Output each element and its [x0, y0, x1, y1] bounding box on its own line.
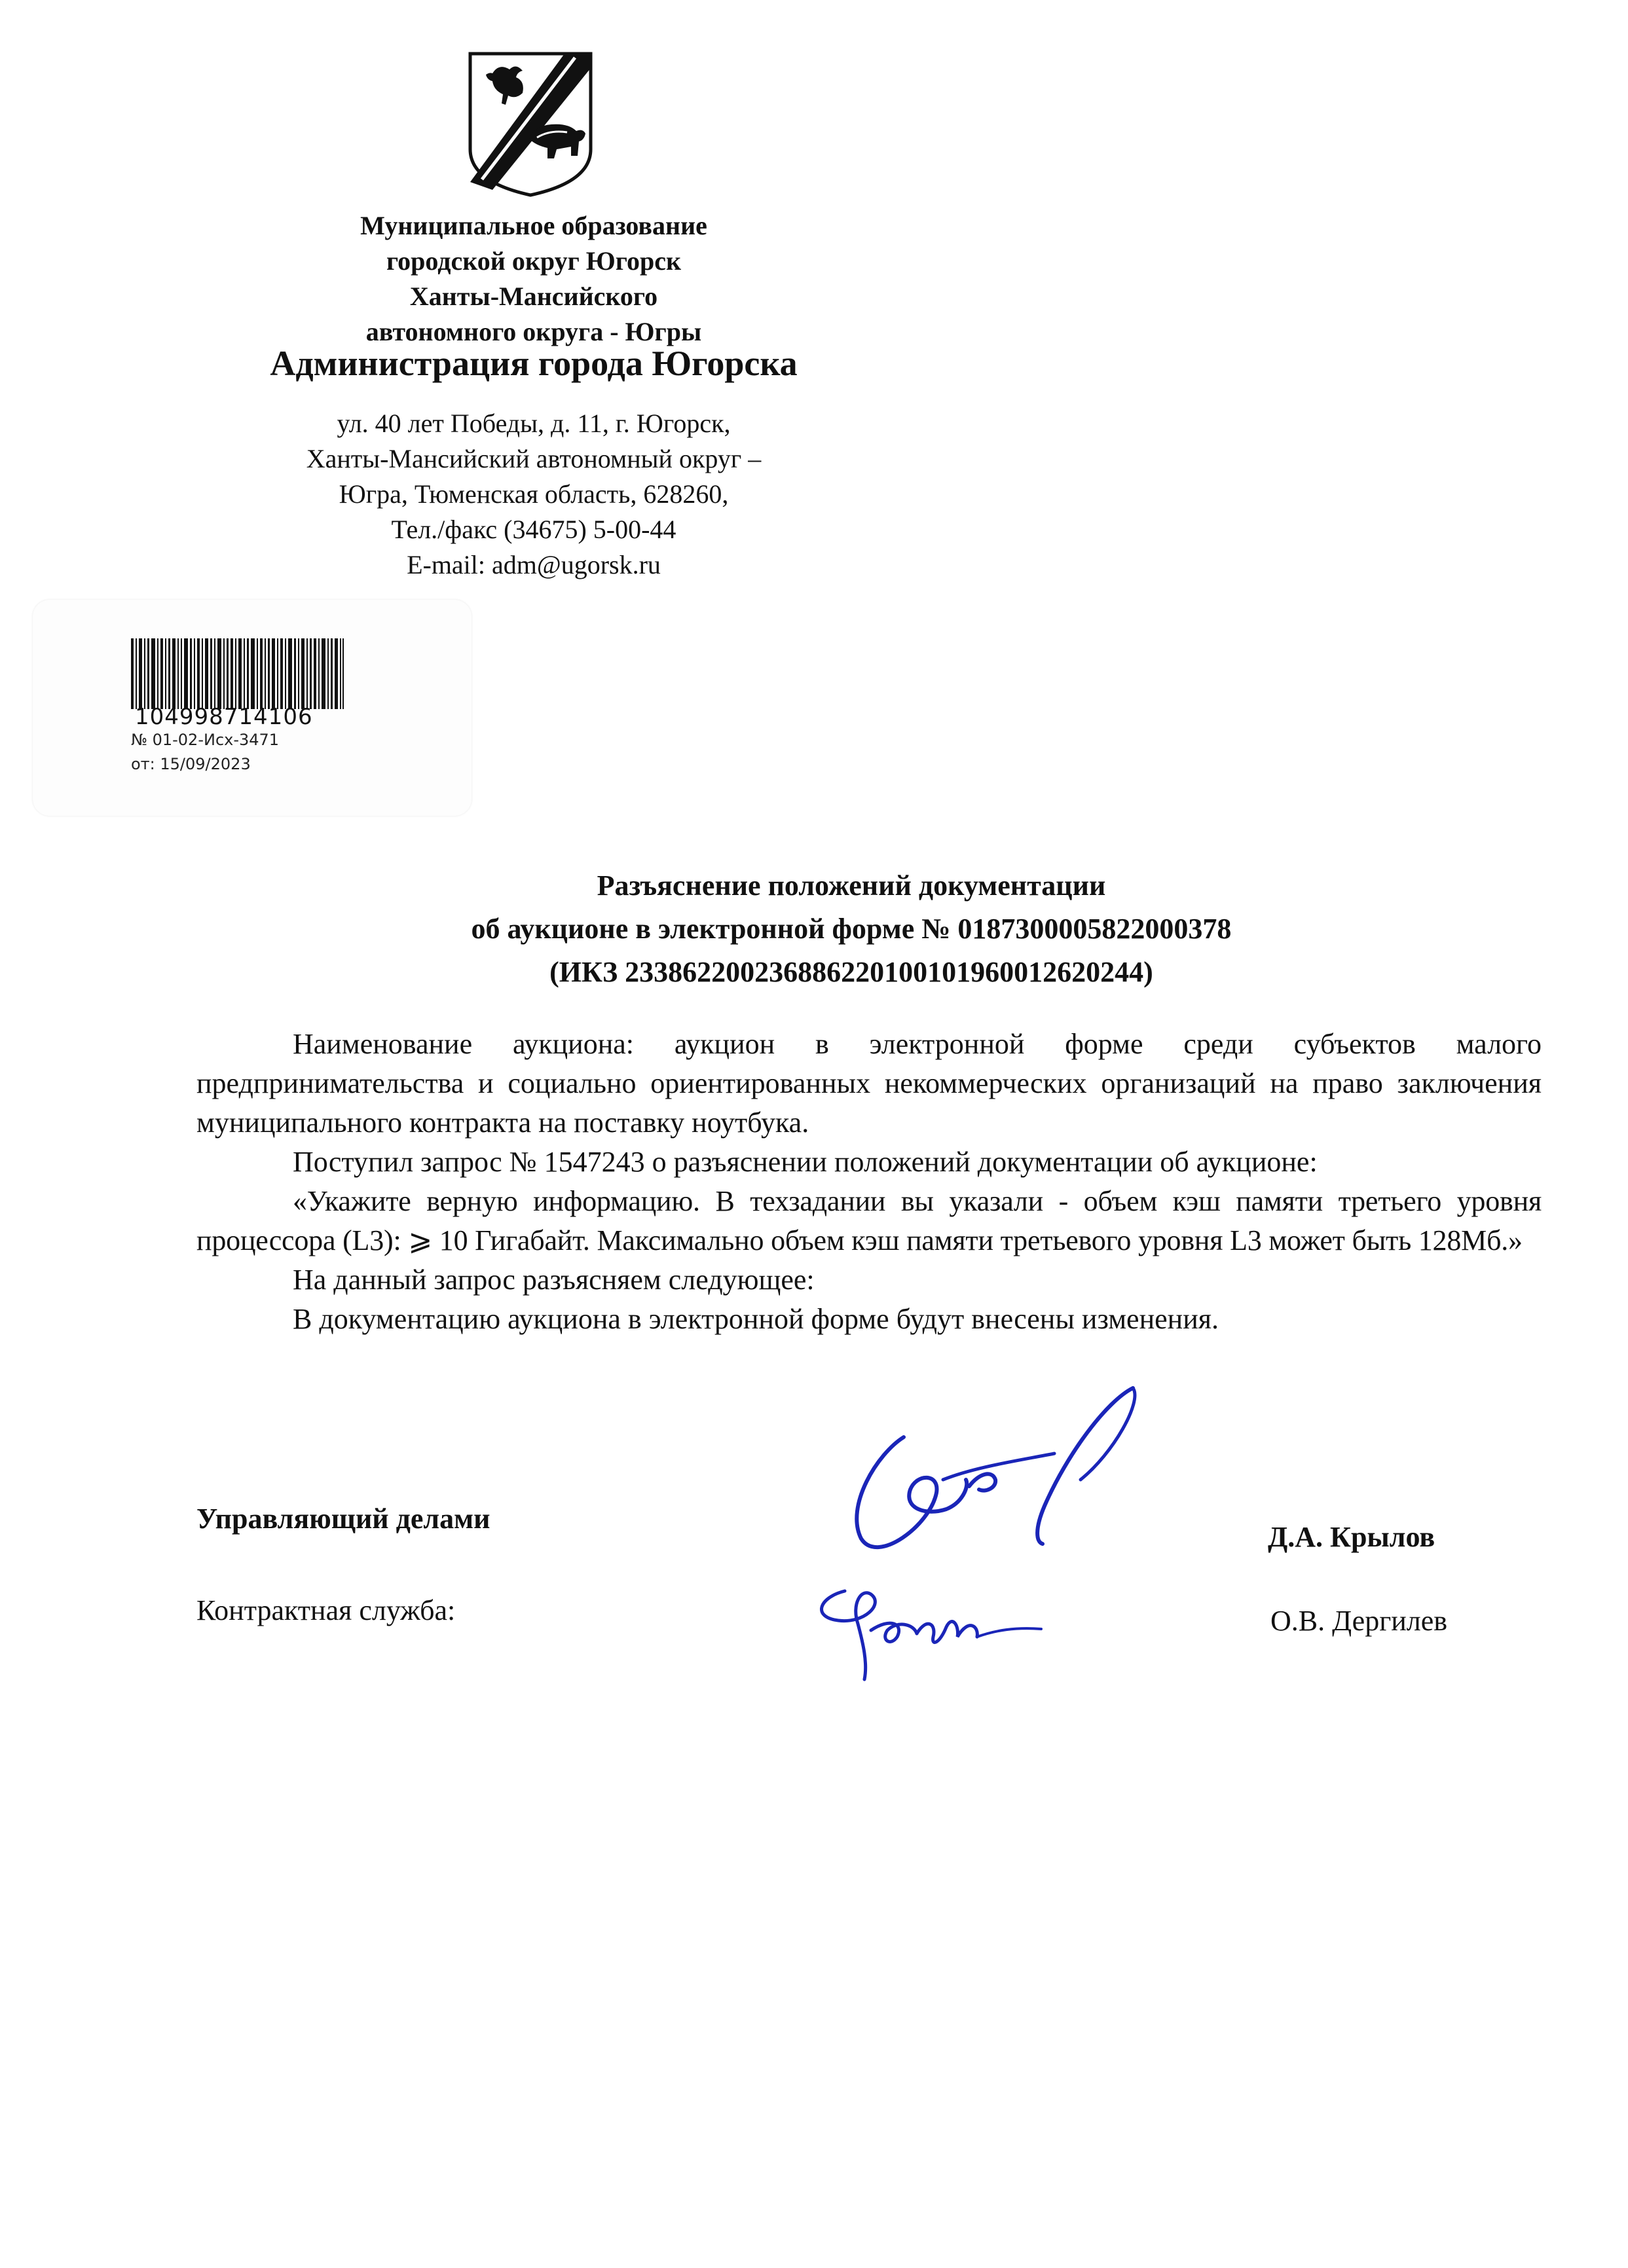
address-line: Ханты-Мансийский автономный округ – [306, 444, 762, 473]
paragraph-auction-name: Наименование аукциона: аукцион в электронной форме среди субъектов малого предпринимательства и социально ориентированных некоммерческих организаций на право заключения муниципального контракта на поставку ноутбука. [196, 1028, 1542, 1139]
address-line: ул. 40 лет Победы, д. 11, г. Югорск, [337, 409, 731, 438]
paragraph-request: Поступил запрос № 1547243 о разъяснении положений документации об аукционе: [293, 1146, 1318, 1178]
letterhead-line: автономного округа - Югры [365, 317, 702, 346]
document-body [196, 1025, 1542, 1339]
registration-number: № 01-02-Исх-3471 [131, 731, 280, 749]
address-line: Тел./факс (34675) 5-00-44 [391, 515, 676, 544]
address-line: E-mail: adm@ugorsk.ru [407, 550, 661, 579]
barcode [131, 638, 344, 709]
letterhead-line: Ханты-Мансийского [409, 282, 658, 311]
paragraph-quote: «Укажите верную информацию. В техзадании вы указали - объем кэш памяти третьего уровня процессора (L3): ⩾ 10 Гигабайт. Максимально объем кэш памяти третьевого уровня L3 может быть 128Мб.» [196, 1185, 1542, 1256]
title-line: (ИКЗ 233862200236886220100101960012620244) [549, 956, 1153, 988]
letterhead-municipality [203, 208, 864, 350]
signatory-name: Д.А. Крылов [1268, 1521, 1435, 1553]
contract-service-label: Контрактная служба: [196, 1594, 456, 1626]
letterhead-address [203, 406, 864, 583]
document-title [327, 864, 1375, 994]
paragraph-response: На данный запрос разъясняем следующее: [293, 1264, 815, 1296]
manager-signature [805, 1375, 1146, 1558]
title-line: об аукционе в электронной форме № 0187300005822000378 [471, 913, 1232, 945]
coat-of-arms-emblem [466, 51, 595, 198]
letterhead-line: городской округ Югорск [386, 246, 681, 276]
address-line: Югра, Тюменская область, 628260, [339, 479, 729, 509]
title-line: Разъяснение положений документации [597, 869, 1106, 902]
contract-service-name: О.В. Дергилев [1270, 1605, 1448, 1637]
registration-date: от: 15/09/2023 [131, 755, 251, 773]
letterhead-line: Муниципальное образование [360, 211, 707, 240]
contract-service-signature [805, 1565, 1054, 1696]
paragraph-changes: В документацию аукциона в электронной форме будут внесены изменения. [293, 1303, 1219, 1335]
barcode-number: 104998714106 [135, 704, 313, 730]
signatory-title: Управляющий делами [196, 1503, 490, 1535]
organization-title: Администрация города Югорска [270, 344, 798, 383]
